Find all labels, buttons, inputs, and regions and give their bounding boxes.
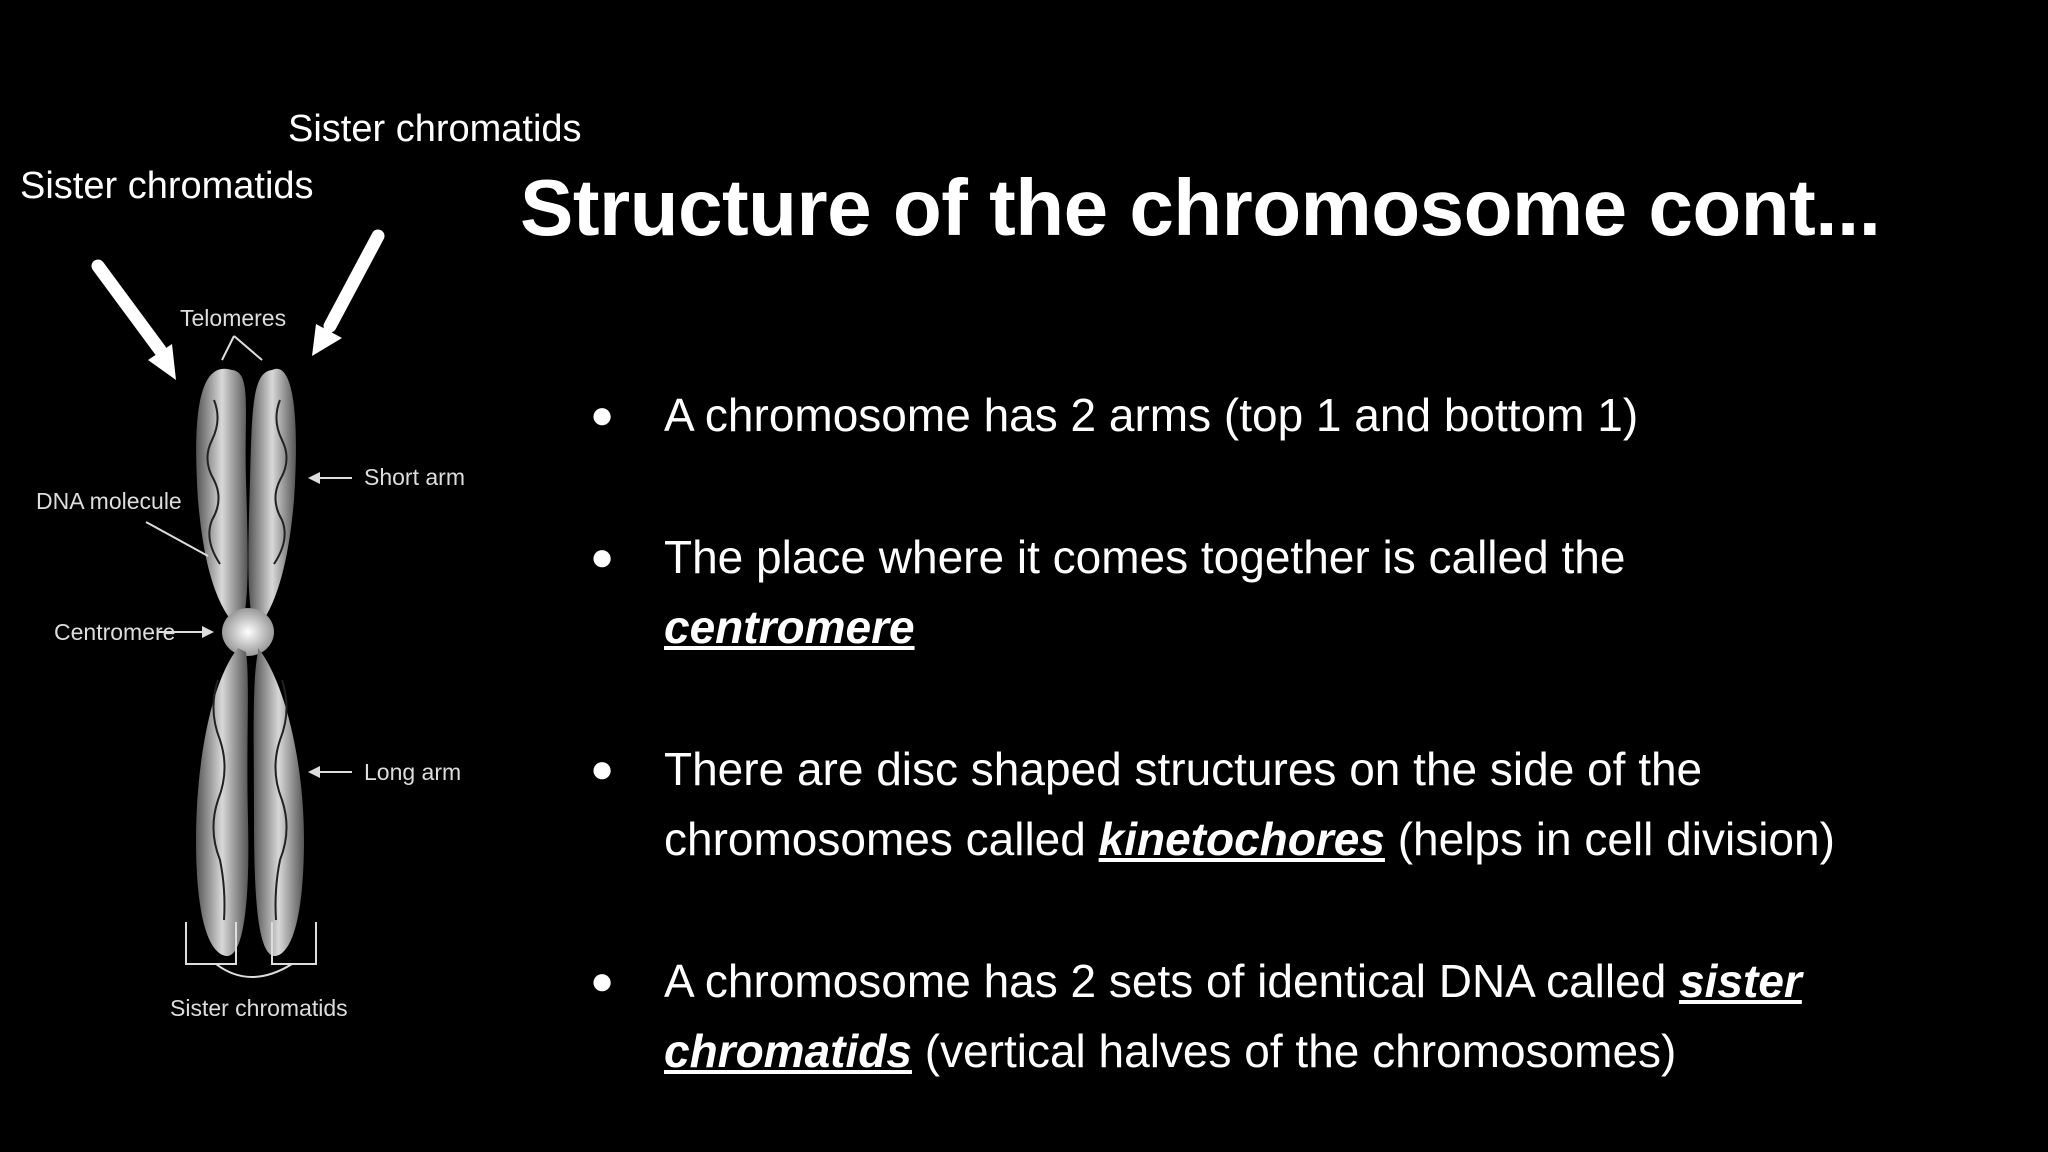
diagram-label-short-arm: Short arm bbox=[364, 464, 465, 490]
slide-title: Structure of the chromosome cont... bbox=[520, 163, 1881, 252]
bullet-dot: ● bbox=[590, 535, 615, 579]
chromosome-shape bbox=[196, 369, 304, 956]
bullet-dot: ● bbox=[590, 393, 615, 437]
bullet-dot: ● bbox=[590, 747, 615, 791]
bullet-item-3 bbox=[590, 734, 1990, 874]
diagram-label-sister-chromatids: Sister chromatids bbox=[170, 995, 348, 1021]
sister-chromatids-annotation-top: Sister chromatids bbox=[288, 108, 582, 150]
bullet-text: A chromosome has 2 sets of identical DNA called bbox=[664, 955, 1667, 1007]
diagram-label-long-arm: Long arm bbox=[364, 759, 462, 785]
bullet-item-4 bbox=[590, 946, 1990, 1086]
label-pointers bbox=[146, 336, 352, 977]
bullet-text: There are disc shaped structures on the side of the chromosomes called bbox=[664, 743, 1703, 865]
diagram-label-dna-molecule: DNA molecule bbox=[36, 488, 182, 514]
bullet-text: The place where it comes together is called the bbox=[664, 531, 1626, 583]
keyword-sister-chromatids: sister chromatids bbox=[664, 955, 1802, 1077]
chromosome-diagram bbox=[0, 200, 520, 1040]
right-arrow-icon bbox=[312, 236, 378, 356]
bullet-dot: ● bbox=[590, 959, 615, 1003]
diagram-label-telomeres: Telomeres bbox=[180, 305, 287, 331]
bullet-item-1 bbox=[590, 380, 1990, 450]
bullet-item-2 bbox=[590, 522, 1990, 662]
bullet-text-after: (vertical halves of the chromosomes) bbox=[924, 1025, 1677, 1077]
bullet-text: A chromosome has 2 arms (top 1 and bottom 1) bbox=[664, 389, 1639, 441]
diagram-label-centromere: Centromere bbox=[54, 619, 176, 645]
bullet-text-after: (helps in cell division) bbox=[1397, 813, 1835, 865]
keyword-centromere: centromere bbox=[664, 601, 915, 653]
left-arrow-icon bbox=[98, 266, 176, 380]
sister-chromatids-annotation-left: Sister chromatids bbox=[20, 165, 314, 207]
keyword-kinetochores: kinetochores bbox=[1098, 813, 1385, 865]
